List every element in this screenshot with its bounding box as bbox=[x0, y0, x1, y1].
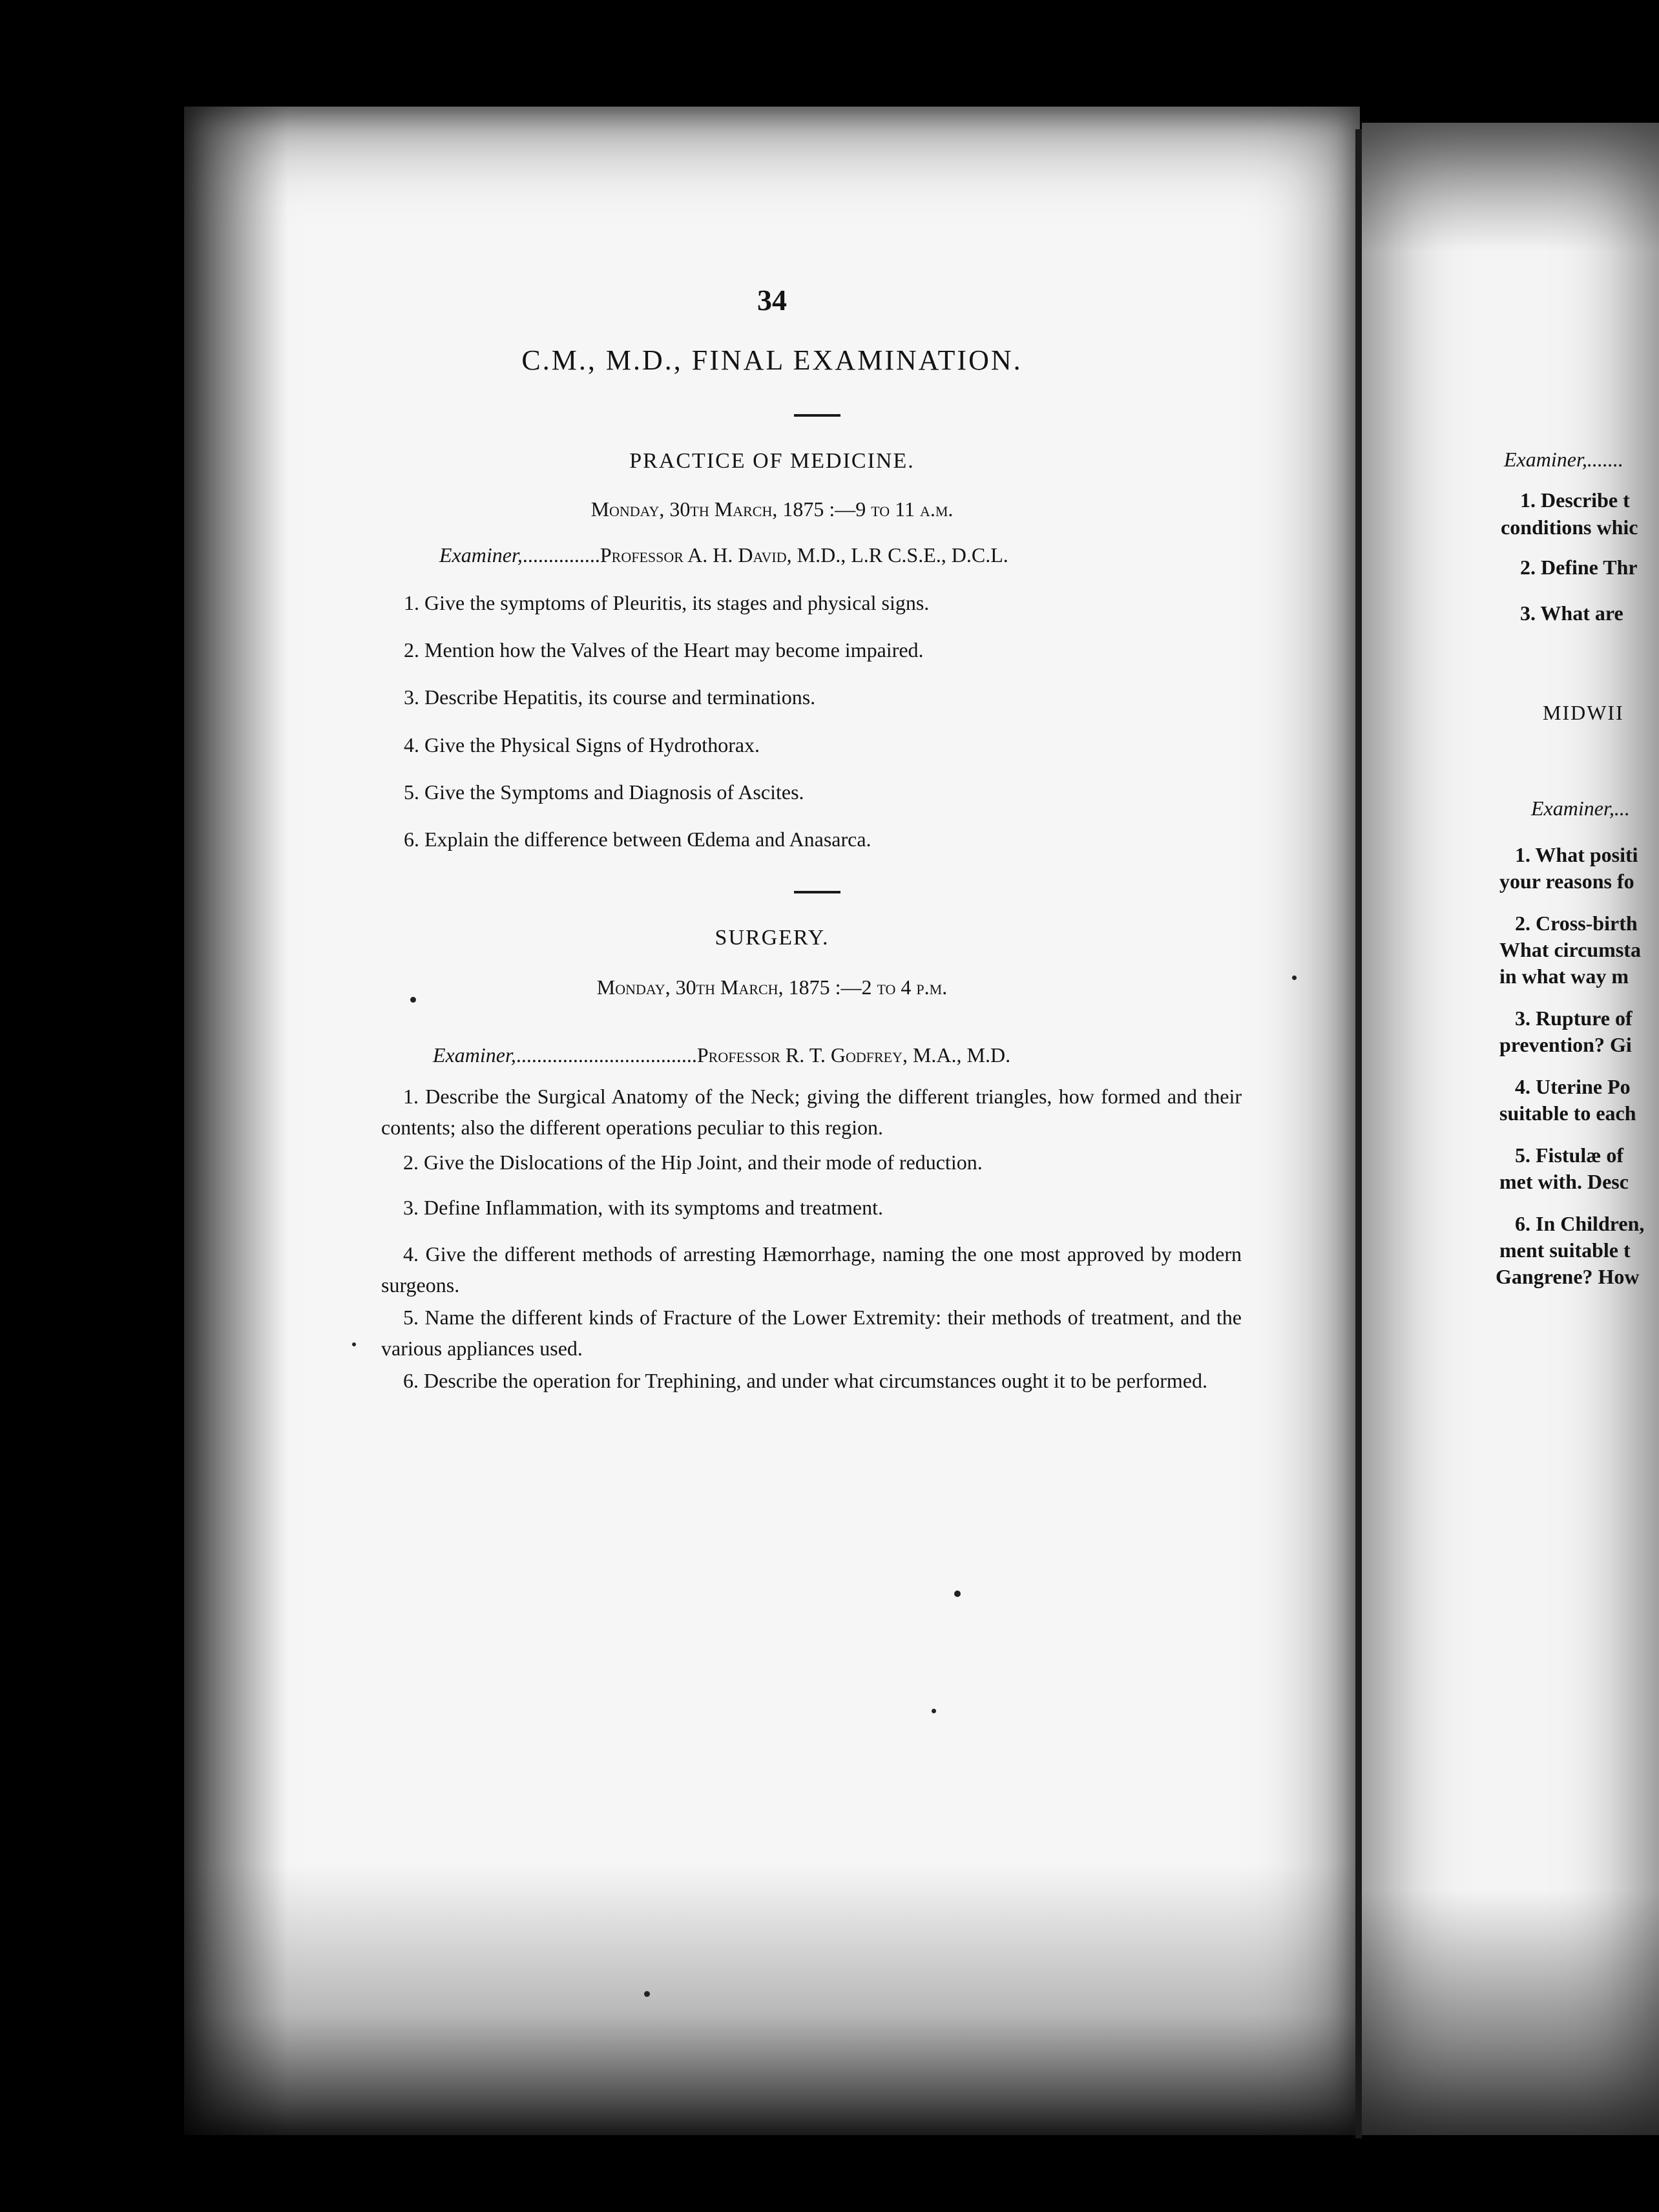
surgery-heading: SURGERY. bbox=[715, 926, 830, 950]
surgery-question: 3. Define Inflammation, with its symptoms and treatment. bbox=[403, 1196, 883, 1219]
right-text-line: suitable to each bbox=[1499, 1101, 1636, 1125]
page-shadow-top bbox=[1362, 123, 1659, 252]
medicine-heading: PRACTICE OF MEDICINE. bbox=[629, 449, 915, 473]
surgery-examiner bbox=[433, 1045, 1010, 1065]
page-shadow bbox=[184, 107, 287, 2135]
right-text-line: your reasons fo bbox=[1499, 870, 1634, 893]
examiner-name: Professor A. H. David, M.D., L.R C.S.E., D.C.L. bbox=[600, 543, 1008, 567]
surgery-question: 1. Describe the Surgical Anatomy of the Neck; giving the different triangles, how formed and their contents; also the different operations peculiar to this region. bbox=[381, 1085, 1242, 1139]
medicine-question: 2. Mention how the Valves of the Heart may become impaired. bbox=[404, 638, 924, 662]
right-text-line: in what way m bbox=[1499, 965, 1629, 988]
page-shadow-bottom bbox=[1362, 1890, 1659, 2135]
right-text-line: conditions whic bbox=[1501, 516, 1638, 539]
right-text-line: What circumsta bbox=[1499, 938, 1641, 961]
ink-speck bbox=[932, 1709, 936, 1713]
right-text-line: 1. What positi bbox=[1515, 843, 1638, 866]
ink-speck bbox=[954, 1591, 961, 1597]
ink-speck bbox=[410, 997, 416, 1003]
right-text-line: met with. Desc bbox=[1499, 1170, 1629, 1193]
medicine-date: Monday, 30th March, 1875 :—9 to 11 a.m. bbox=[590, 497, 954, 521]
right-text-line: Gangrene? How bbox=[1496, 1265, 1640, 1288]
page-title: C.M., M.D., FINAL EXAMINATION. bbox=[521, 344, 1023, 376]
right-text-line: ment suitable t bbox=[1499, 1238, 1631, 1262]
right-heading: MIDWII bbox=[1543, 701, 1624, 724]
section-divider bbox=[794, 414, 840, 417]
surgery-date: Monday, 30th March, 1875 :—2 to 4 p.m. bbox=[596, 976, 948, 999]
right-text-line: 5. Fistulæ of bbox=[1515, 1143, 1623, 1167]
medicine-question: 6. Explain the difference between Œdema and Anasarca. bbox=[404, 828, 871, 851]
surgery-question: 2. Give the Dislocations of the Hip Joint, and their mode of reduction. bbox=[403, 1151, 983, 1174]
ink-speck bbox=[1292, 976, 1297, 980]
examiner-label: Examiner, bbox=[439, 543, 523, 567]
page-gutter bbox=[1355, 129, 1362, 2138]
section-divider bbox=[794, 891, 840, 893]
ink-speck bbox=[352, 1342, 356, 1346]
left-page bbox=[184, 107, 1360, 2135]
medicine-question: 5. Give the Symptoms and Diagnosis of Ascites. bbox=[404, 780, 804, 804]
medicine-examiner bbox=[439, 545, 1008, 565]
right-examiner: Examiner,....... bbox=[1504, 448, 1623, 471]
right-examiner: Examiner,... bbox=[1531, 797, 1630, 820]
page-shadow-bottom bbox=[184, 1864, 1360, 2135]
right-text-line: 1. Describe t bbox=[1520, 488, 1630, 512]
ink-speck bbox=[644, 1991, 650, 1997]
right-text-line: 6. In Children, bbox=[1515, 1212, 1645, 1235]
medicine-question: 4. Give the Physical Signs of Hydrothorax. bbox=[404, 733, 760, 756]
right-text-line: prevention? Gi bbox=[1499, 1033, 1632, 1056]
medicine-question: 1. Give the symptoms of Pleuritis, its stages and physical signs. bbox=[404, 591, 930, 614]
right-text-line: 2. Define Thr bbox=[1520, 556, 1638, 579]
page-number: 34 bbox=[757, 284, 787, 317]
surgery-question: 6. Describe the operation for Trephining, and under what circumstances ought it to be performed. bbox=[403, 1369, 1207, 1392]
examiner-label: Examiner, bbox=[433, 1043, 516, 1067]
examiner-name: Professor R. T. Godfrey, M.A., M.D. bbox=[696, 1043, 1011, 1067]
right-text-line: 3. Rupture of bbox=[1515, 1007, 1633, 1030]
right-text-line: 4. Uterine Po bbox=[1515, 1075, 1631, 1098]
examiner-dots: ................................... bbox=[516, 1043, 697, 1067]
medicine-question: 3. Describe Hepatitis, its course and terminations. bbox=[404, 685, 816, 709]
right-text-line: 3. What are bbox=[1520, 601, 1623, 625]
surgery-question: 4. Give the different methods of arresting Hæmorrhage, naming the one most approved by modern surgeons. bbox=[381, 1242, 1242, 1297]
surgery-question: 5. Name the different kinds of Fracture of the Lower Extremity: their methods of treatment, and the various appliances used. bbox=[381, 1306, 1242, 1360]
right-text-line: 2. Cross-birth bbox=[1515, 912, 1638, 935]
right-page bbox=[1362, 123, 1659, 2135]
examiner-dots: ............... bbox=[522, 543, 600, 567]
